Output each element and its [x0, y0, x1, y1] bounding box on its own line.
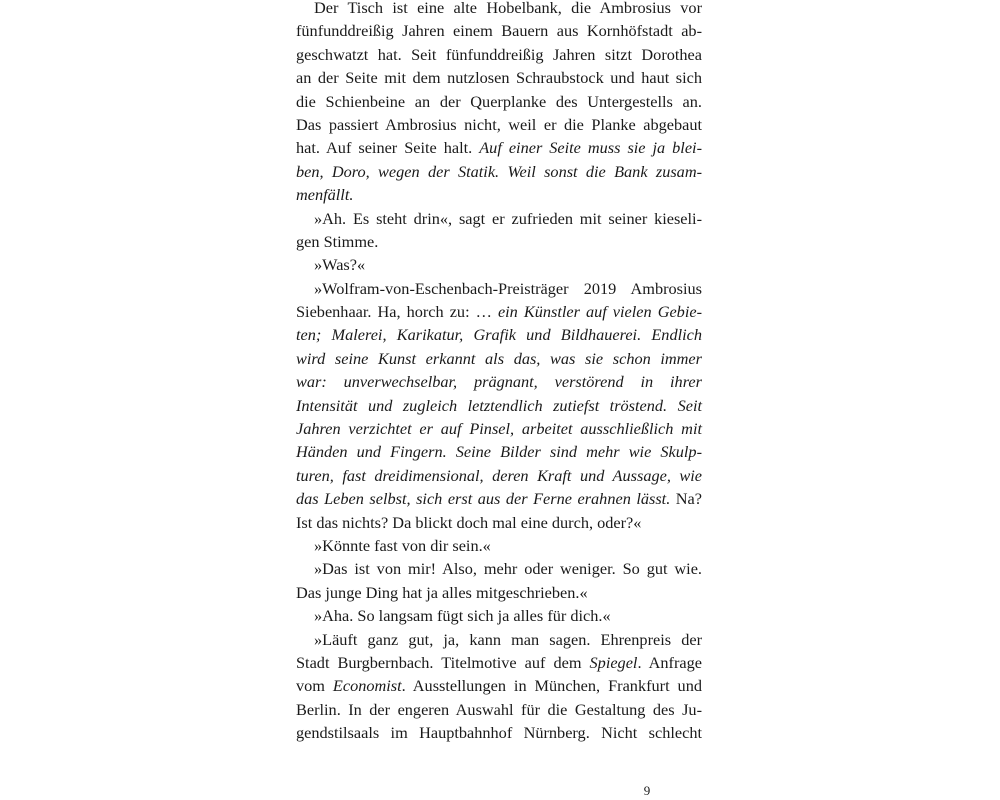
- text-line: [296, 253, 702, 276]
- text-segment: fünfunddreißig Jahren einem Bauern aus Kornhöfstadt ab-: [296, 21, 702, 41]
- italic-text: turen, fast dreidimensional, deren Kraft und Aussage, wie: [296, 465, 702, 485]
- italic-text: ein Künstler auf vielen Gebie-: [497, 302, 702, 322]
- text-segment: gendstilsaals im Hauptbahnhof Nürnberg. Nicht schlecht: [296, 723, 702, 743]
- text-line: [296, 651, 702, 674]
- text-line: [296, 440, 702, 463]
- italic-text: wird seine Kunst erkannt als das, was sie schon immer: [296, 348, 702, 368]
- text-segment: vom: [296, 676, 333, 696]
- text-line: [296, 183, 702, 206]
- text-line: [296, 721, 702, 744]
- text-segment: »Aha. So langsam fügt sich ja alles für dich.«: [314, 606, 611, 626]
- text-segment: an der Seite mit dem nutzlosen Schraubstock und haut sich: [296, 68, 702, 88]
- text-line: [296, 534, 702, 557]
- text-line: [296, 0, 702, 19]
- text-line: [296, 370, 702, 393]
- text-segment: . Ausstellungen in München, Frankfurt und: [401, 676, 702, 696]
- italic-text: Economist: [332, 676, 402, 696]
- text-line: [296, 698, 702, 721]
- text-line: [296, 487, 702, 510]
- text-line: [296, 230, 702, 253]
- italic-text: ben, Doro, wegen der Statik. Weil sonst die Bank zusam-: [296, 161, 702, 181]
- italic-text: Händen und Fingern. Seine Bilder sind mehr wie Skulp-: [296, 442, 702, 462]
- text-segment: »Was?«: [314, 255, 366, 275]
- text-segment: geschwatzt hat. Seit fünfunddreißig Jahren sitzt Dorothea: [296, 44, 702, 64]
- text-segment: Der Tisch ist eine alte Hobelbank, die Ambrosius vor: [314, 0, 702, 17]
- text-segment: die Schienbeine an der Querplanke des Untergestells an.: [296, 91, 702, 111]
- italic-text: ten; Malerei, Karikatur, Grafik und Bildhauerei. Endlich: [296, 325, 702, 345]
- text-segment: hat. Auf seiner Seite halt.: [296, 138, 480, 158]
- text-line: [296, 207, 702, 230]
- text-line: [296, 19, 702, 42]
- italic-text: das Leben selbst, sich erst aus der Ferne erahnen lässt.: [296, 489, 671, 509]
- text-line: [296, 277, 702, 300]
- text-segment: »Ah. Es steht drin«, sagt er zufrieden mit seiner kieseli-: [314, 208, 702, 228]
- italic-text: Intensität und zugleich letztendlich zutiefst tröstend. Seit: [296, 395, 702, 415]
- text-line: [296, 300, 702, 323]
- text-line: [296, 581, 702, 604]
- text-line: [296, 160, 702, 183]
- text-line: [296, 90, 702, 113]
- text-line: [296, 323, 702, 346]
- text-segment: »Wolfram-von-Eschenbach-Preisträger 2019 Ambrosius: [314, 278, 702, 298]
- text-line: [296, 66, 702, 89]
- page-number: 9: [643, 783, 651, 798]
- italic-text: menfällt.: [296, 185, 354, 205]
- italic-text: Spiegel: [589, 652, 638, 672]
- book-page-text: [296, 0, 702, 745]
- text-segment: »Läuft ganz gut, ja, kann man sagen. Ehrenpreis der: [314, 629, 702, 649]
- italic-text: Auf einer Seite muss sie ja blei-: [479, 138, 703, 158]
- text-segment: Stadt Burgbernbach. Titelmotive auf dem: [296, 652, 590, 672]
- text-segment: Ist das nichts? Da blickt doch mal eine durch, oder?«: [296, 512, 642, 532]
- text-segment: gen Stimme.: [296, 231, 379, 251]
- text-segment: »Könnte fast von dir sein.«: [314, 535, 491, 555]
- text-segment: Berlin. In der engeren Auswahl für die Gestaltung des Ju-: [296, 699, 702, 719]
- text-line: [296, 113, 702, 136]
- italic-text: war: unverwechselbar, prägnant, verstörend in ihrer: [296, 372, 702, 392]
- text-segment: Na?: [670, 489, 703, 509]
- text-segment: Siebenhaar. Ha, horch zu: …: [296, 302, 498, 322]
- text-line: [296, 43, 702, 66]
- text-line: [296, 604, 702, 627]
- text-line: [296, 464, 702, 487]
- text-segment: »Das ist von mir! Also, mehr oder weniger. So gut wie.: [314, 559, 702, 579]
- text-line: [296, 347, 702, 370]
- text-line: [296, 628, 702, 651]
- text-line: [296, 394, 702, 417]
- text-line: [296, 557, 702, 580]
- text-line: [296, 511, 702, 534]
- text-segment: . Anfrage: [637, 652, 702, 672]
- italic-text: Jahren verzichtet er auf Pinsel, arbeitet ausschließlich mit: [296, 419, 702, 439]
- text-segment: Das junge Ding hat ja alles mitgeschrieben.«: [296, 582, 588, 602]
- text-segment: Das passiert Ambrosius nicht, weil er die Planke abgebaut: [296, 114, 702, 134]
- text-line: [296, 674, 702, 697]
- text-line: [296, 136, 702, 159]
- text-line: [296, 417, 702, 440]
